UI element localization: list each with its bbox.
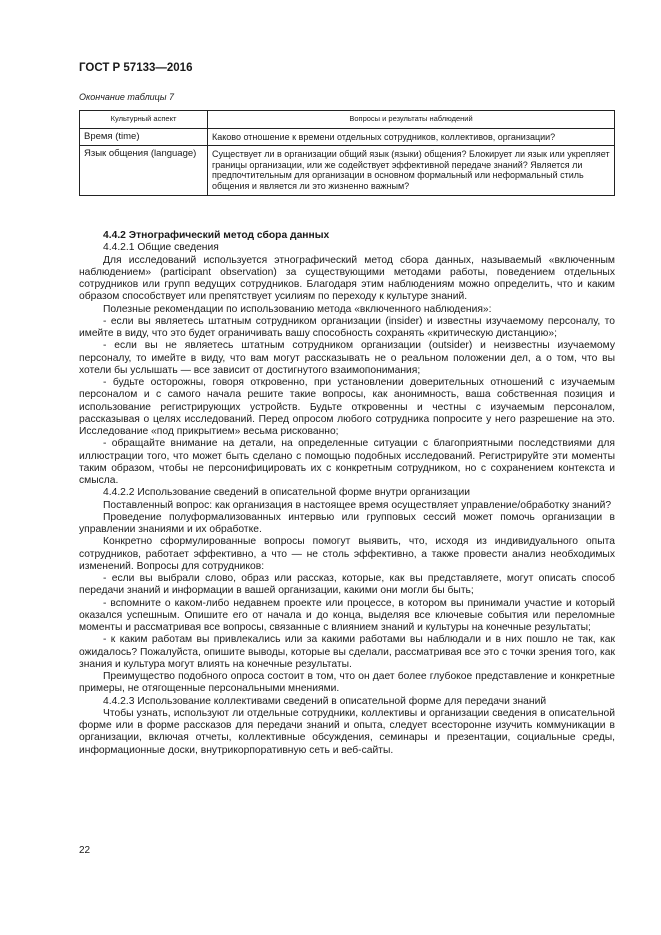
table-header-row bbox=[80, 111, 615, 129]
paragraph: Проведение полуформализованных интервью или групповых сессий может помочь организации в управлении знаниями и их обработке. bbox=[79, 511, 615, 535]
paragraph: Для исследований используется этнографический метод сбора данных, называемый «включенным наблюдением» (participant observation) за существующими методами работы, поведением отдельных сотрудников или групп ведущих сотрудников. Благодаря этим наблюдениям можно определить, что и каким образом способствует или препятствует усилиям по переходу к культуре знаний. bbox=[79, 254, 615, 303]
paragraph: Поставленный вопрос: как организация в настоящее время осуществляет управление/обработку знаний? bbox=[103, 499, 612, 511]
column-header-questions: Вопросы и результаты наблюдений bbox=[208, 111, 615, 129]
paragraph: Чтобы узнать, используют ли отдельные сотрудники, коллективы и организации сведения в описательной форме или в форме рассказов для передачи знаний и опыта, следует всесторонне изучить коммуникации в организации, включая отчеты, коллективные обсуждения, семинары и презентации, социальные среды, информационные доски, внутрикорпоративную сеть и веб-сайты. bbox=[79, 707, 615, 756]
section-heading: 4.4.2 Этнографический метод сбора данных bbox=[103, 230, 330, 241]
column-header-aspect: Культурный аспект bbox=[80, 111, 208, 129]
subsection-heading: 4.4.2.1 Общие сведения bbox=[103, 242, 219, 254]
body-text bbox=[79, 230, 615, 757]
list-item: - если вы являетесь штатным сотрудником организации (insider) и известны изучаемому персоналу, то имейте в виду, что это будет ограничивать вашу способность сохранять «критическую дистанцию»; bbox=[79, 315, 615, 339]
table-cell-question: Каково отношение к времени отдельных сотрудников, коллективов, организации? bbox=[208, 128, 615, 146]
document-code-header: ГОСТ Р 57133—2016 bbox=[79, 62, 193, 74]
table-cell-aspect: Язык общения (language) bbox=[80, 146, 208, 195]
culture-aspects-table bbox=[79, 110, 615, 196]
page-number: 22 bbox=[79, 845, 91, 856]
list-item: - к каким работам вы привлекались или за какими работами вы наблюдали и в них пошло не так, как ожидалось? Пожалуйста, опишите выводы, которые вы сделали, рассматривая все это с точки зрения того, как знания и культура могут влиять на конечные результаты. bbox=[79, 634, 615, 670]
subsection-heading: 4.4.2.3 Использование коллективами сведений в описательной форме для передачи знаний bbox=[103, 695, 547, 707]
list-item: - обращайте внимание на детали, на определенные ситуации с благоприятными последствиями для иллюстрации того, что может быть сделано с помощью подобных исследований. Регистрируйте эти моменты таким образом, чтобы не персонифицировать их с конкретным сотрудником, но с сохранением контекста и смысла. bbox=[79, 438, 615, 486]
table-row bbox=[80, 128, 615, 146]
list-item: - вспомните о каком-либо недавнем проекте или процессе, в котором вы принимали участие и который оказался успешным. Опишите его от начала и до конца, выделяя все ключевые события или переломные моменты и рассматривая все вопросы, связанные с влиянием знаний и культуры на конечные результаты; bbox=[79, 597, 615, 633]
paragraph: Полезные рекомендации по использованию метода «включенного наблюдения»: bbox=[103, 303, 492, 315]
table-cell-question: Существует ли в организации общий язык (языки) общения? Блокирует ли язык или укрепляет границы организации, или же содействует эффективной передаче знаний? Является ли предпочтительным для организации в основном формальный или неформальный стиль общения и является ли это жизненно важным? bbox=[208, 146, 615, 195]
list-item: - если вы выбрали слово, образ или рассказ, которые, как вы представляете, могут описать способ передачи знаний и информации в вашей организации, какими они могли бы быть; bbox=[79, 573, 615, 597]
list-item: - будьте осторожны, говоря откровенно, при установлении доверительных отношений с изучаемым персоналом и с самого начала решите такие вопросы, как анонимность, ваша собственная позиция и использование регистрирующих устройств. Будьте откровенны и честны с изучаемым персоналом, рассказывая о целях исследований. Перед опросом любого сотрудника попросите у него разрешение на это. Исследование «под прикрытием» весьма рискованно; bbox=[79, 377, 615, 437]
paragraph: Преимущество подобного опроса состоит в том, что он дает более глубокое представление и конкретные примеры, не отягощенные персональными мнениями. bbox=[79, 671, 615, 695]
table-caption: Окончание таблицы 7 bbox=[79, 92, 174, 102]
table-row bbox=[80, 146, 615, 195]
table-cell-aspect: Время (time) bbox=[80, 128, 208, 146]
list-item: - если вы не являетесь штатным сотрудником организации (outsider) и неизвестны изучаемому персоналу, то имейте в виду, что вам могут рассказывать не о реальном положении дел, а о том, что вы хотели бы услышать — все зависит от достигнутого взаимопонимания; bbox=[79, 340, 615, 376]
paragraph: Конкретно сформулированные вопросы помогут выявить, что, исходя из индивидуального опыта сотрудников, работает эффективно, а что — не столь эффективно, а также провести анализ необходимых изменений. Вопросы для сотрудников: bbox=[79, 536, 615, 572]
subsection-heading: 4.4.2.2 Использование сведений в описательной форме внутри организации bbox=[103, 487, 470, 499]
